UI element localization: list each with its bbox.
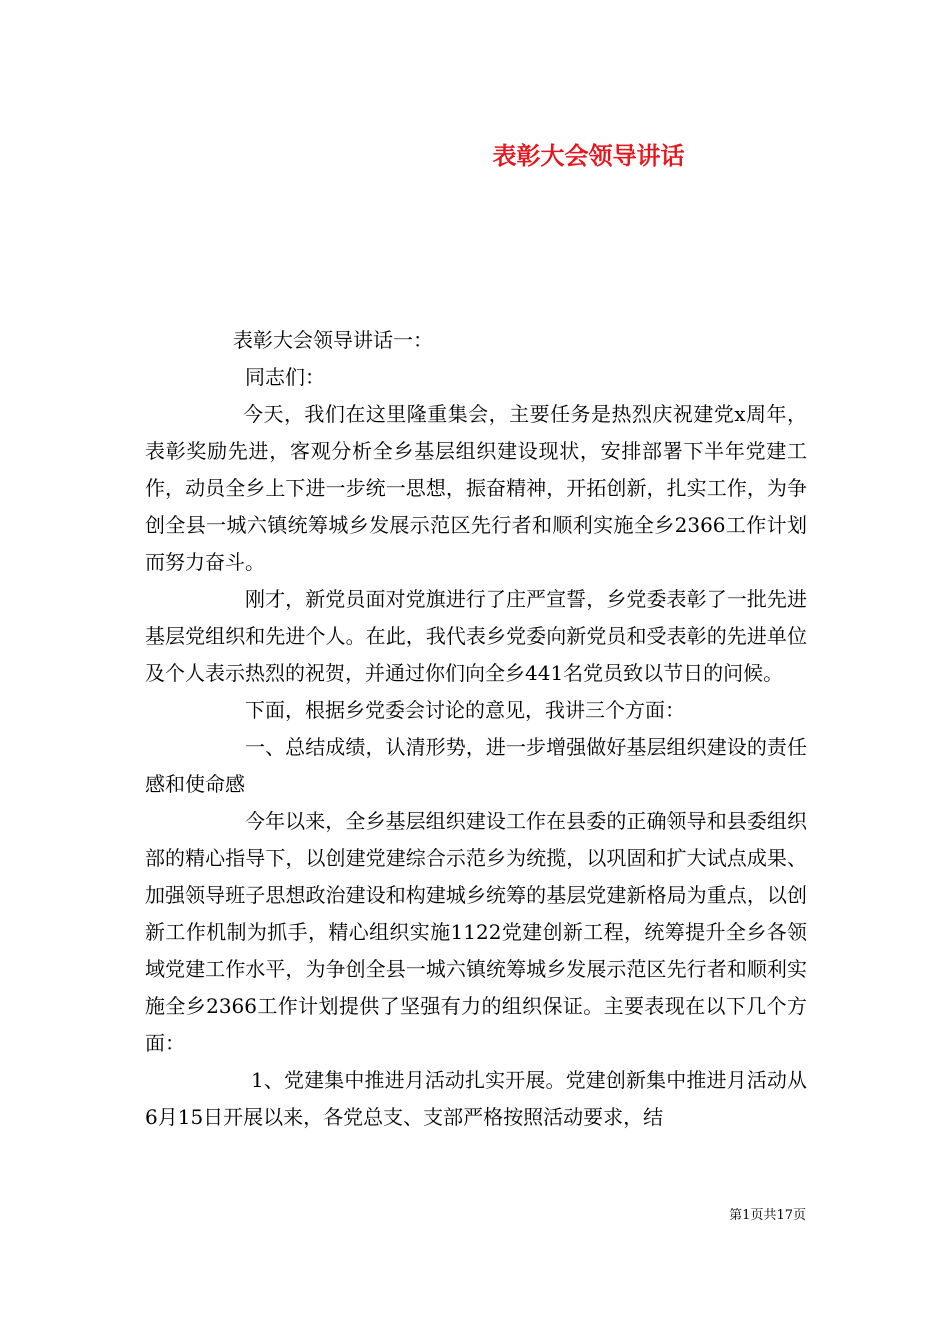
paragraph: 今天，我们在这里隆重集会，主要任务是热烈庆祝建党x周年，表彰奖励先进，客观分析全乡基层组织建设现状，安排部署下半年党建工作，动员全乡上下进一步统一思想，振奋精神，开拓创新，扎实工作，为争创全县一城六镇统筹城乡发展示范区先行者和顺利实施全乡2366工作计划而努力奋斗。 bbox=[145, 402, 807, 574]
page-number: 第1页共17页 bbox=[729, 1208, 806, 1223]
paragraph: 刚才，新党员面对党旗进行了庄严宣誓，乡党委表彰了一批先进基层党组织和先进个人。在此，我代表乡党委向新党员和受表彰的先进单位及个人表示热烈的祝贺，并通过你们向全乡441名党员致以节日的问候。 bbox=[145, 587, 807, 685]
greeting: 同志们： bbox=[245, 365, 325, 389]
speech-subtitle: 表彰大会领导讲话一： bbox=[233, 328, 433, 352]
paragraph: 下面，根据乡党委会讨论的意见，我讲三个方面： bbox=[245, 698, 685, 722]
document-title: 表彰大会领导讲话 bbox=[492, 142, 685, 170]
paragraph: 1、党建集中推进月活动扎实开展。党建创新集中推进月活动从6月15日开展以来，各党总支、支部严格按照活动要求，结 bbox=[145, 1068, 807, 1129]
paragraph: 今年以来，全乡基层组织建设工作在县委的正确领导和县委组织部的精心指导下，以创建党建综合示范乡为统揽，以巩固和扩大试点成果、加强领导班子思想政治建设和构建城乡统筹的基层党建新格局为重点，以创新工作机制为抓手，精心组织实施1122党建创新工程，统筹提升全乡各领域党建工作水平，为争创全县一城六镇统筹城乡发展示范区先行者和顺利实施全乡2366工作计划提供了坚强有力的组织保证。主要表现在以下几个方面： bbox=[145, 809, 807, 1055]
section-heading: 一、总结成绩，认清形势，进一步增强做好基层组织建设的责任感和使命感 bbox=[145, 735, 807, 796]
document-body bbox=[145, 322, 807, 1136]
